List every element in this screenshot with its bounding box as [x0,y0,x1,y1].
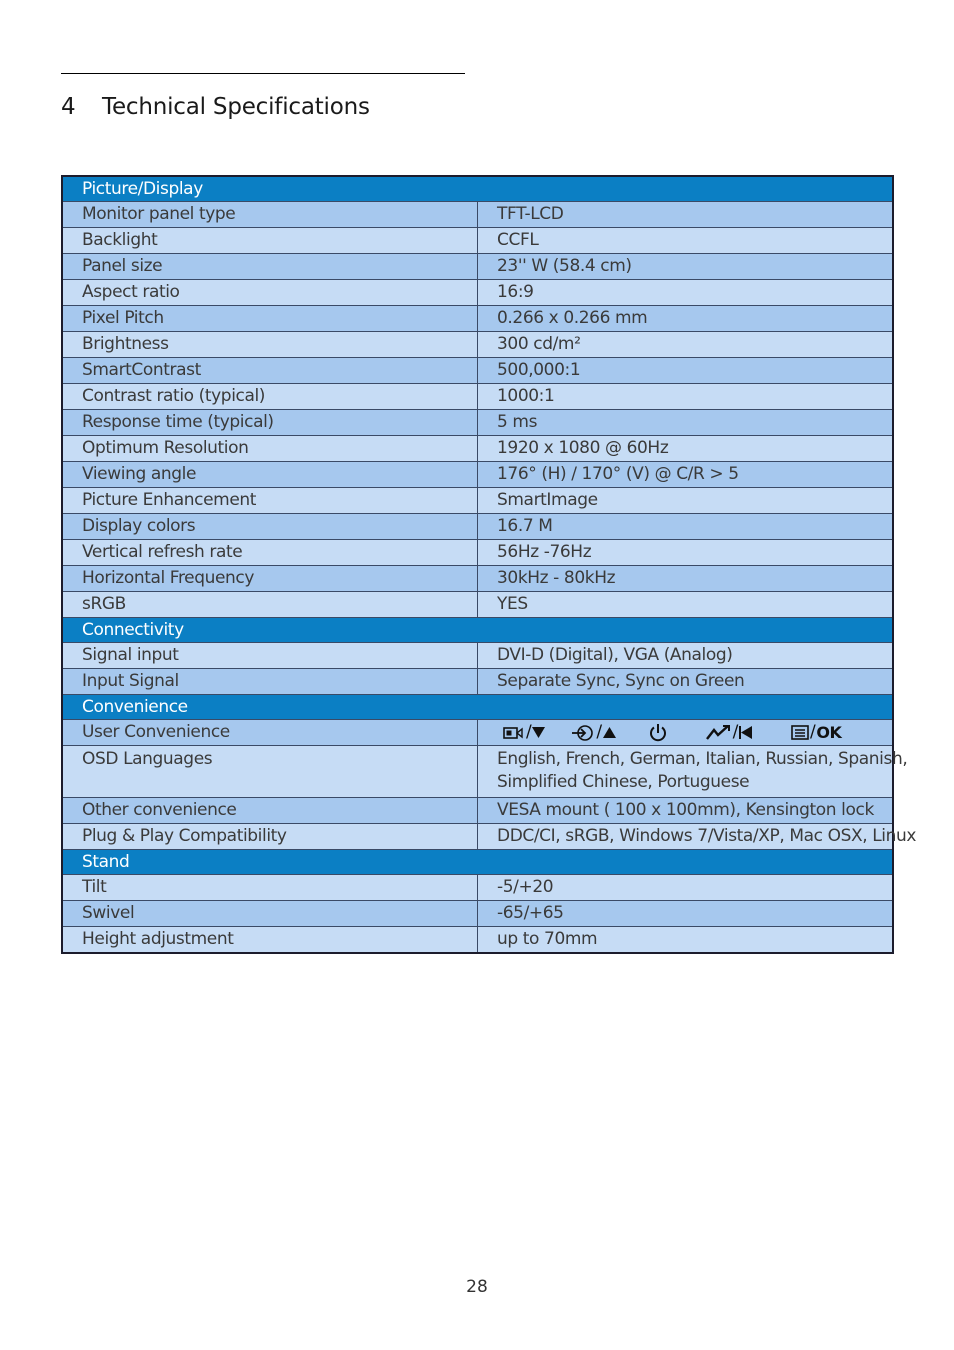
spec-label: Viewing angle [62,462,478,488]
spec-label: Optimum Resolution [62,436,478,462]
section-header-stand [62,850,893,875]
spec-value: DVI-D (Digital), VGA (Analog) [478,643,894,669]
section-header-picture-display [62,176,893,202]
smartimage-down-icon: / [503,720,545,745]
section-title-cell: Connectivity [62,618,893,643]
spec-label: Picture Enhancement [62,488,478,514]
spec-value-controls [478,720,894,746]
input-up-icon: / [571,720,615,745]
section-title: Technical Specifications [102,94,370,120]
spec-row [62,254,893,280]
spec-label: User Convenience [62,720,478,746]
spec-value-line-2: Simplified Chinese, Portuguese [497,772,750,792]
spec-value: -65/+65 [478,901,894,927]
spec-value: up to 70mm [478,927,894,954]
spec-label: Backlight [62,228,478,254]
spec-label: Plug & Play Compatibility [62,824,478,850]
section-header-connectivity [62,618,893,643]
spec-label: Pixel Pitch [62,306,478,332]
spec-value: 5 ms [478,410,894,436]
spec-value: TFT-LCD [478,202,894,228]
spec-value: SmartImage [478,488,894,514]
spec-value: 56Hz -76Hz [478,540,894,566]
spec-label: Monitor panel type [62,202,478,228]
spec-value: VESA mount ( 100 x 100mm), Kensington lock [478,798,894,824]
spec-label: Response time (typical) [62,410,478,436]
spec-row [62,643,893,669]
spec-value: DDC/CI, sRGB, Windows 7/Vista/XP, Mac OSX, Linux [478,824,894,850]
spec-value: 500,000:1 [478,358,894,384]
spec-row [62,462,893,488]
spec-table [61,175,917,954]
spec-label: Swivel [62,901,478,927]
auto-back-icon: / [706,720,753,745]
spec-label: OSD Languages [62,746,478,798]
spec-row [62,720,893,746]
spec-row [62,436,893,462]
spec-value: -5/+20 [478,875,894,901]
page-title [61,94,370,120]
spec-value [478,746,908,798]
spec-row [62,306,893,332]
spec-value: 23'' W (58.4 cm) [478,254,894,280]
section-title-cell: Stand [62,850,893,875]
spec-row [62,875,893,901]
spec-label: Display colors [62,514,478,540]
spec-value: 300 cd/m² [478,332,894,358]
spec-label: Brightness [62,332,478,358]
spec-row [62,669,893,695]
spec-value: YES [478,592,894,618]
power-icon [648,723,668,743]
spec-row [62,514,893,540]
spec-row [62,488,893,514]
spec-row [62,592,893,618]
spec-value: 1000:1 [478,384,894,410]
spec-label: Horizontal Frequency [62,566,478,592]
spec-value: 16.7 M [478,514,894,540]
spec-label: Aspect ratio [62,280,478,306]
spec-label: SmartContrast [62,358,478,384]
section-header-convenience [62,695,893,720]
menu-ok-icon: / OK [791,720,842,745]
section-title-cell: Picture/Display [62,176,893,202]
spec-value: 176° (H) / 170° (V) @ C/R > 5 [478,462,894,488]
page-number: 28 [466,1277,488,1297]
spec-row [62,927,893,954]
spec-value: CCFL [478,228,894,254]
spec-label: Input Signal [62,669,478,695]
spec-label: Contrast ratio (typical) [62,384,478,410]
control-icons [497,720,892,745]
spec-row [62,798,893,824]
spec-label: Vertical refresh rate [62,540,478,566]
spec-value: 16:9 [478,280,894,306]
ok-label: OK [816,723,842,742]
spec-label: Tilt [62,875,478,901]
spec-row [62,410,893,436]
spec-row [62,901,893,927]
spec-value: Separate Sync, Sync on Green [478,669,894,695]
spec-value: 30kHz - 80kHz [478,566,894,592]
spec-value: 1920 x 1080 @ 60Hz [478,436,894,462]
section-title-cell: Convenience [62,695,893,720]
spec-row [62,228,893,254]
spec-row [62,280,893,306]
spec-row [62,384,893,410]
spec-label: Other convenience [62,798,478,824]
spec-row [62,824,893,850]
top-rule [61,73,465,74]
spec-row [62,540,893,566]
spec-label: sRGB [62,592,478,618]
spec-label: Panel size [62,254,478,280]
spec-value: 0.266 x 0.266 mm [478,306,894,332]
spec-row [62,358,893,384]
spec-label: Signal input [62,643,478,669]
section-number: 4 [61,94,76,120]
spec-value-line-1: English, French, German, Italian, Russian, Spanish, [497,749,908,769]
spec-row [62,202,893,228]
spec-row [62,746,893,798]
spec-row [62,332,893,358]
spec-label: Height adjustment [62,927,478,954]
spec-row [62,566,893,592]
